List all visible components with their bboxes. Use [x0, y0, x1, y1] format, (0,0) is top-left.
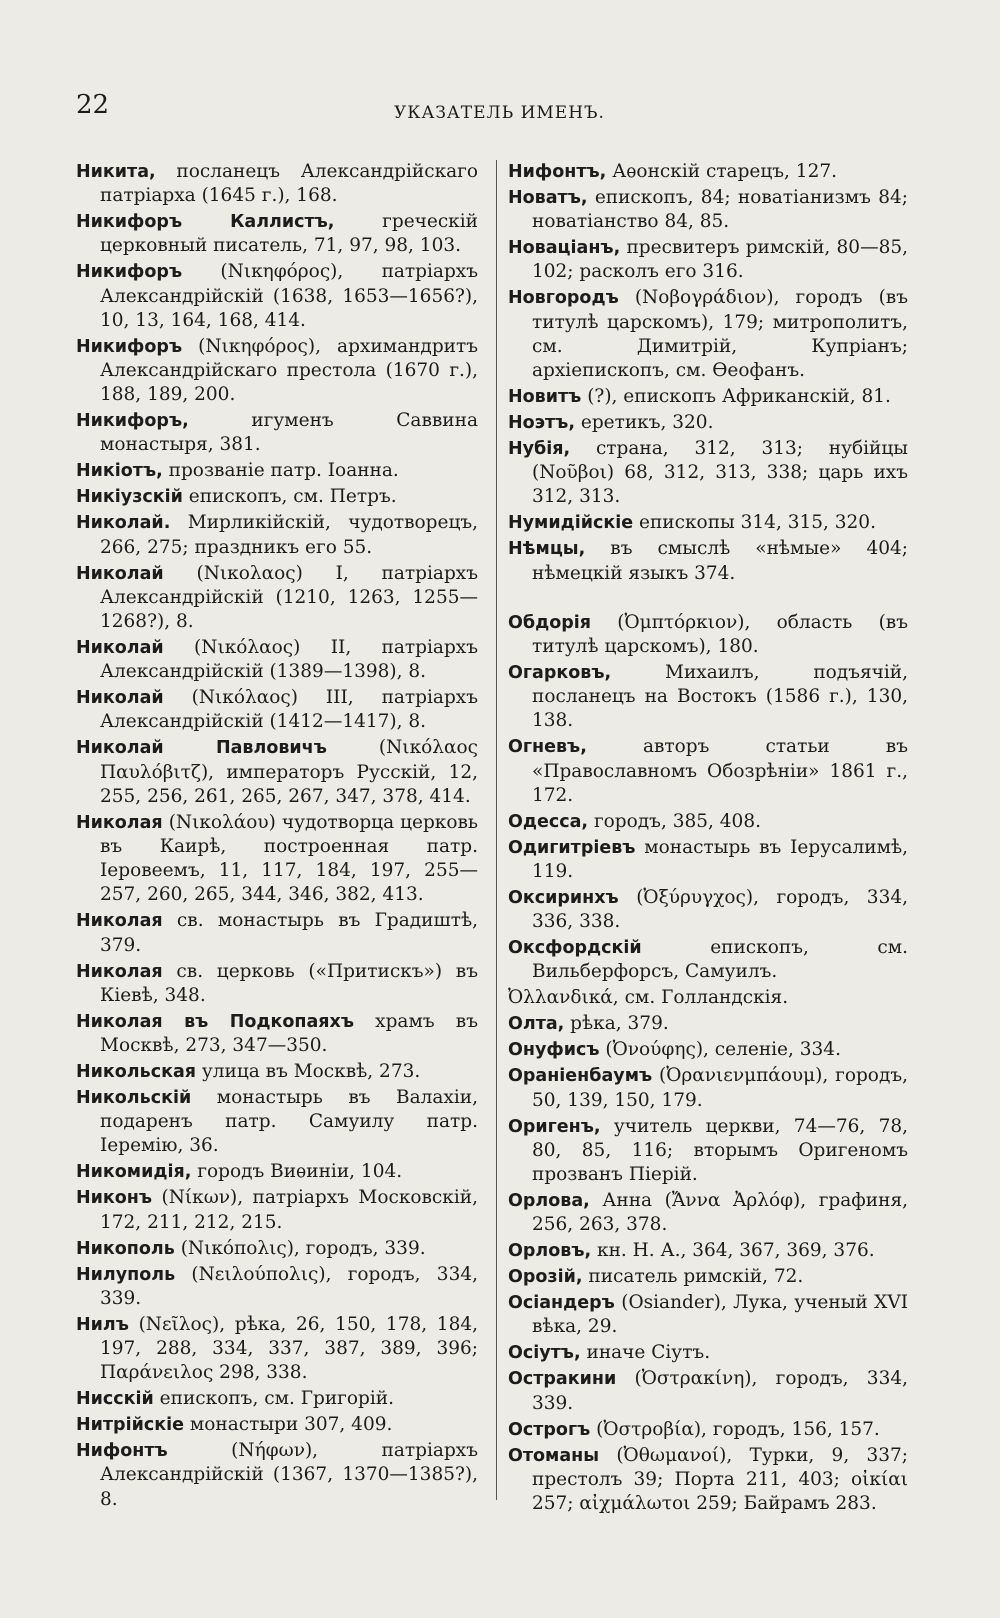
entry-headword: Николай Павловичъ [76, 738, 327, 759]
entry-headword: Николай. [76, 513, 171, 534]
entry-text: игуменъ Саввина монастыря, 381. [100, 410, 478, 456]
index-entry [76, 1060, 478, 1084]
index-entry [76, 736, 478, 809]
entry-headword: Никифоръ, [76, 411, 189, 432]
entry-headword: Оригенъ, [508, 1116, 601, 1137]
index-entry [76, 160, 478, 208]
entry-text: Аѳонскій старецъ, 127. [606, 161, 837, 182]
index-entry [76, 1387, 478, 1411]
index-entry [508, 1265, 908, 1289]
entry-headword: Николая въ Подкопаяхъ [76, 1011, 354, 1032]
index-entry [76, 1160, 478, 1184]
index-entry [508, 1239, 908, 1263]
entry-headword: Нумидійскіе [508, 513, 634, 534]
entry-headword: Орлова, [508, 1191, 590, 1212]
entry-text: (Νειλούπολις), городъ, 334, 339. [100, 1263, 478, 1309]
entry-headword: Ноэтъ, [508, 413, 575, 434]
entry-headword: Оксиринхъ [508, 888, 619, 909]
entry-headword: Николая [76, 812, 163, 833]
index-entry [508, 1064, 908, 1112]
index-entry [76, 1237, 478, 1261]
entry-text: св. церковь («Притискъ») въ Кіевѣ, 348. [100, 960, 478, 1006]
entry-headword: Одесса, [508, 811, 589, 832]
index-entry [508, 411, 908, 435]
column-divider [496, 160, 497, 1500]
index-entry [508, 1038, 908, 1062]
index-entry [508, 385, 908, 409]
entry-headword: Никольская [76, 1062, 196, 1083]
index-entry [508, 886, 908, 934]
index-entry [508, 1012, 908, 1036]
index-entry [508, 1291, 908, 1339]
entry-headword: Николая [76, 961, 163, 982]
entry-text: учитель церкви, 74—76, 78, 80, 85, 116; вторымъ Оригеномъ прозванъ Піерій. [532, 1115, 908, 1186]
entry-text: (Νίκων), патріархъ Московскій, 172, 211, 212, 215. [100, 1187, 478, 1233]
entry-headword: Острогъ [508, 1419, 591, 1440]
entry-headword: Никіузскій [76, 487, 183, 508]
entry-headword: Орловъ, [508, 1241, 592, 1262]
index-entry [508, 661, 908, 734]
entry-text: (Νήφων), патріархъ Александрійскій (1367, 1370—1385?), 8. [100, 1440, 478, 1510]
index-entry [508, 1444, 908, 1517]
entry-text: въ смыслѣ «нѣмые» 404; нѣмецкій языкъ 374. [532, 538, 908, 584]
left-index-column [76, 160, 478, 1514]
entry-headword: Новатъ, [508, 188, 588, 208]
entry-headword: Нѣмцы, [508, 539, 586, 560]
index-entry [508, 511, 908, 535]
page-number: 22 [76, 90, 110, 120]
entry-headword: Никомидія, [76, 1162, 192, 1183]
entry-text: (?), епископъ Африканскій, 81. [581, 386, 891, 408]
entry-text: посланецъ Александрійскаго патріарха (1645 г.), 168. [100, 161, 478, 207]
entry-headword: Нисскій [76, 1389, 154, 1410]
entry-text: городъ, 385, 408. [588, 810, 761, 832]
index-entry [508, 735, 908, 808]
index-entry [76, 409, 478, 457]
entry-text: греческій церковный писатель, 71, 97, 98, 103. [100, 211, 478, 257]
index-entry [508, 437, 908, 510]
index-entry [76, 686, 478, 734]
index-entry [508, 810, 908, 834]
entry-text: авторъ статьи въ «Православномъ Обозрѣніи» 1861 г., 172. [532, 736, 908, 806]
entry-text: пресвитеръ римскій, 80—85, 102; расколъ его 316. [532, 237, 908, 283]
entry-headword: Отоманы [508, 1445, 600, 1466]
index-entry [76, 1413, 478, 1437]
entry-text: (Νικηφόρος), архимандритъ Александрійскаго престола (1670 г.), 188, 189, 200. [100, 335, 478, 406]
index-entry [76, 811, 478, 908]
index-entry [508, 936, 908, 984]
index-entry [76, 459, 478, 483]
index-entry [76, 210, 478, 258]
entry-text: (Ὀρανιενμπάουμ), городъ, 50, 139, 150, 179. [532, 1065, 908, 1111]
index-entry [76, 511, 478, 559]
entry-headword: Никифоръ [76, 262, 183, 283]
entry-text: кн. Н. А., 364, 367, 369, 376. [591, 1240, 875, 1262]
entry-text: (Νικόλαος Παυλόβιτζ), императоръ Русскій, 12, 255, 256, 261, 265, 267, 347, 378, 414. [100, 737, 478, 807]
entry-headword: Нифонтъ, [508, 162, 607, 182]
index-entry [76, 636, 478, 684]
entry-text: Анна (Ἄννα Ἀρλόφ), графиня, 256, 263, 378. [532, 1190, 908, 1236]
index-entry [76, 1263, 478, 1311]
entry-text: страна, 312, 313; нубійцы (Νοῦβοι) 68, 312, 313, 338; царь ихъ 312, 313. [532, 438, 908, 508]
entry-text: монастырь въ Іерусалимѣ, 119. [532, 836, 908, 883]
entry-text: епископъ, см. Григорій. [153, 1388, 394, 1410]
index-entry [508, 1418, 908, 1442]
index-entry [508, 1115, 908, 1188]
entry-headword: Огневъ, [508, 737, 587, 758]
entry-headword: Николай [76, 688, 164, 709]
entry-text: иначе Сіутъ. [580, 1342, 711, 1364]
entry-text: улица въ Москвѣ, 273. [196, 1061, 421, 1083]
index-entry [508, 160, 908, 184]
entry-headword: Никифоръ [76, 336, 183, 357]
index-entry [76, 562, 478, 635]
entry-text: епископъ, см. Петръ. [182, 486, 397, 508]
entry-text: (Ὀστροβία), городъ, 156, 157. [590, 1418, 880, 1440]
index-entry [76, 1086, 478, 1159]
index-entry [76, 909, 478, 957]
entry-headword: Олта, [508, 1014, 565, 1035]
entry-text: (Νικόλαος) II, патріархъ Александрійскій (1389—1398), 8. [100, 637, 478, 683]
entry-headword: Никіотъ, [76, 461, 163, 482]
index-entry [76, 1010, 478, 1058]
entry-headword: Оксфордскій [508, 938, 642, 959]
entry-text: (Νικηφόρος), патріархъ Александрійскій (1638, 1653—1656?), 10, 13, 164, 168, 414. [100, 261, 478, 331]
index-entry [76, 960, 478, 1008]
index-entry [508, 286, 908, 383]
entry-text: городъ Виѳиніи, 104. [191, 1161, 403, 1183]
entry-headword: Новитъ [508, 387, 582, 408]
entry-headword: Николай [76, 563, 164, 584]
index-entry [508, 236, 908, 284]
entry-headword: Нубія, [508, 439, 571, 460]
entry-headword: Одигитріевъ [508, 837, 636, 858]
entry-headword: Нифонтъ [76, 1441, 168, 1462]
index-entry [508, 1189, 908, 1237]
entry-text: (Νικολάου) чудотворца церковь въ Каирѣ, построенная патр. Іеровеемъ, 11, 117, 184, 197, 255—257, 260, 265, 344, 346, 382, 413. [100, 811, 478, 906]
entry-text: (Νικόλαος) III, патріархъ Александрійскій (1412—1417), 8. [100, 687, 478, 733]
entry-text: монастырь въ Валахіи, подаренъ патр. Самуилу патр. Іеремію, 36. [100, 1087, 478, 1157]
index-entry [76, 260, 478, 333]
entry-headword: Обдорія [508, 612, 592, 633]
entry-text: (Ὀξύρυγχος), городъ, 334, 336, 338. [532, 887, 908, 933]
entry-headword: Никополь [76, 1238, 175, 1259]
entry-text: еретикъ, 320. [574, 412, 714, 434]
entry-headword: Осіутъ, [508, 1343, 581, 1364]
entry-text: епископъ, 84; новатіанизмъ 84; новатіанство 84, 85. [532, 187, 908, 233]
entry-text: Михаилъ, подъячій, посланецъ на Востокъ (1586 г.), 130, 138. [532, 662, 908, 732]
entry-headword: Остракини [508, 1369, 617, 1390]
entry-headword: Никонъ [76, 1188, 153, 1209]
index-entry [76, 1313, 478, 1386]
entry-text: (Osiander), Лука, ученый XVI вѣка, 29. [532, 1292, 908, 1338]
entry-headword: Нилъ [76, 1314, 129, 1335]
entry-text: (Ὀστρακίνη), городъ, 334, 339. [532, 1368, 908, 1414]
entry-text: (Ὀνούφης), селеніе, 334. [599, 1039, 841, 1061]
entry-text: монастыри 307, 409. [183, 1414, 393, 1436]
entry-headword: Николай [76, 638, 164, 659]
index-entry [508, 986, 908, 1010]
index-entry [76, 1439, 478, 1512]
entry-text: (Ὀθωμανοί), Турки, 9, 337; престолъ 39; Порта 211, 403; οἰκίαι 257; αἰχμάλωτοι 259; Байрамъ 283. [532, 1444, 908, 1515]
entry-text: (Νεῖλος), рѣка, 26, 150, 178, 184, 197, 288, 334, 337, 387, 389, 396; Παράνειλος 298, 338. [100, 1313, 478, 1384]
index-entry [508, 836, 908, 884]
entry-headword: Осіандеръ [508, 1293, 615, 1314]
entry-text: прозваніе патр. Іоанна. [162, 460, 399, 482]
entry-headword: Никита, [76, 162, 156, 182]
index-entry [76, 335, 478, 408]
entry-text: Мирликійскій, чудотворецъ, 266, 275; праздникъ его 55. [100, 512, 478, 558]
entry-text: (Νικόπολις), городъ, 339. [174, 1237, 426, 1259]
index-entry [508, 1367, 908, 1415]
entry-headword: Нилуполь [76, 1264, 176, 1285]
entry-headword: Николая [76, 911, 163, 932]
entry-headword: Ораніенбаумъ [508, 1066, 653, 1087]
entry-text: (Νικολαος) I, патріархъ Александрійскій (1210, 1263, 1255—1268?), 8. [100, 562, 478, 633]
index-entry [508, 186, 908, 234]
entry-headword: Орозій, [508, 1267, 583, 1288]
entry-text: (Ὀμπτόρκιον), область (въ титулѣ царскомъ), 180. [532, 611, 908, 658]
entry-headword: Новаціанъ, [508, 238, 621, 259]
entry-text: (Νοβογράδιον), городъ (въ титулѣ царскомъ), 179; митрополитъ, см. Димитрій, Купріанъ; архіепископъ, см. Ѳеофанъ. [532, 287, 908, 382]
entry-text: св. монастырь въ Градиштѣ, 379. [100, 910, 478, 956]
index-entry [508, 611, 908, 659]
entry-text: рѣка, 379. [564, 1013, 669, 1035]
entry-headword: Огарковъ, [508, 663, 612, 684]
entry-text: епископъ, см. Вильберфорсъ, Самуилъ. [532, 937, 908, 983]
entry-headword: Никифоръ Каллистъ, [76, 212, 335, 233]
entry-headword: Нитрійскіе [76, 1415, 184, 1436]
index-entry [76, 485, 478, 509]
entry-headword: Новгородъ [508, 288, 619, 309]
entry-headword: Онуфисъ [508, 1040, 600, 1061]
right-index-column [508, 160, 908, 1518]
index-entry [508, 537, 908, 585]
index-entry [76, 1186, 478, 1234]
entry-text: епископы 314, 315, 320. [633, 512, 876, 534]
entry-text: храмъ въ Москвѣ, 273, 347—350. [100, 1010, 478, 1057]
running-title: УКАЗАТЕЛЬ ИМЕНЪ. [394, 103, 605, 123]
entry-text: Ὀλλανδικά, см. Голландскія. [508, 987, 789, 1009]
entry-text: писатель римскій, 72. [582, 1266, 804, 1288]
index-entry [508, 1341, 908, 1365]
entry-headword: Никольскій [76, 1088, 192, 1109]
